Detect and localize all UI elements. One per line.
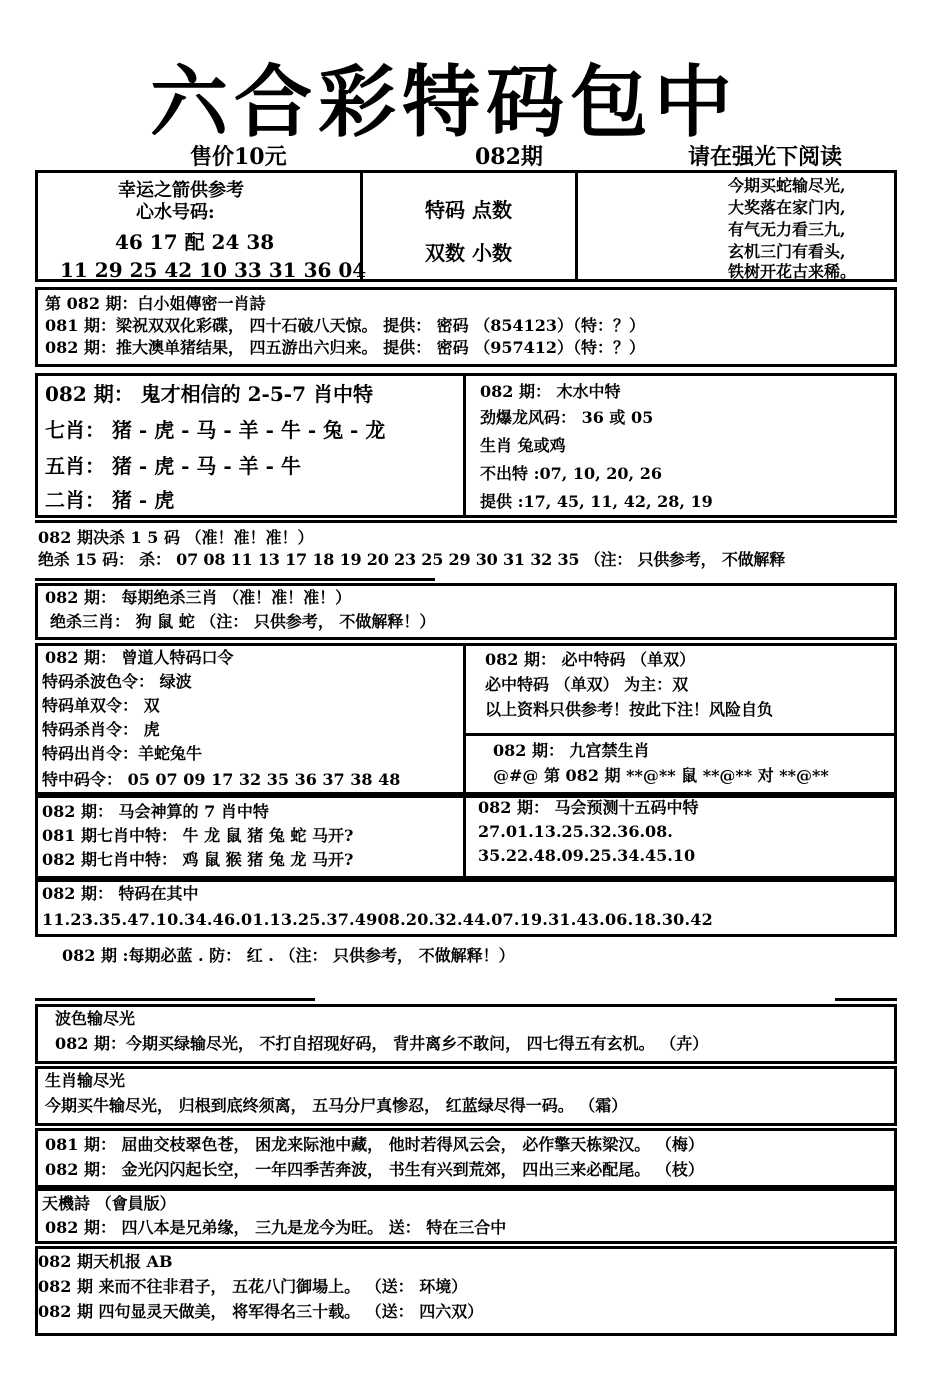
wave-color-title: 波色输尽光 — [55, 1009, 136, 1028]
zeng-title: 082 期： 曾道人特码口令 — [45, 648, 234, 667]
verse-081: 081 期： 屈曲交枝翠色苍， 困龙来际池中藏， 他时若得风云会， 必作擎天栋梁汉。 （梅） — [45, 1135, 704, 1154]
horse-fifteen-title: 082 期： 马会预测十五码中特 — [478, 798, 699, 817]
nine-palace-title: 082 期： 九宫禁生肖 — [493, 741, 650, 760]
not-out-numbers: 不出特 :07, 10, 20, 26 — [480, 464, 662, 483]
heaven-ab-title: 082 期天机报 AB — [38, 1252, 173, 1271]
zeng-parity: 特码单双令： 双 — [42, 696, 160, 715]
white-lady-082: 082 期：推大澳单猪结果， 四五游出六归来。 提供： 密码 （957412）（特：？） — [45, 338, 646, 357]
poem-line-5: 铁树开花古来稀。 — [728, 262, 857, 281]
horse-seven-title: 082 期： 马会神算的 7 肖中特 — [42, 802, 269, 821]
zeng-kill-zodiac: 特码杀肖令： 虎 — [42, 720, 160, 739]
kill-three-zodiac: 绝杀三肖： 狗 鼠 蛇 （注： 只供参考， 不做解释！） — [50, 612, 436, 631]
heaven-ab-line-2: 082 期 四句显灵天做美， 将军得名三十载。 （送： 四六双） — [38, 1302, 484, 1321]
horse-fifteen-line-2: 35.22.48.09.25.34.45.10 — [478, 846, 696, 865]
zodiac-lose-poem: 今期买牛输尽光， 归根到底终须离， 五马分尸真惨忍， 红蓝绿尽得一码。 （霜） — [45, 1096, 628, 1115]
kill15-numbers: 绝杀 15 码： 杀： 07 08 11 13 17 18 19 20 23 25 29 30 31 32 35 （注： 只供参考， 不做解释 — [38, 550, 786, 569]
white-lady-title: 第 082 期：白小姐傳密一肖詩 — [45, 294, 266, 313]
must-title: 082 期： 必中特码 （单双） — [485, 650, 696, 669]
must-parity: 必中特码 （单双） 为主：双 — [485, 675, 689, 694]
nine-palace-code: @#@ 第 082 期 **@** 鼠 **@** 对 **@** — [493, 766, 829, 785]
issue-label: 082期 — [475, 144, 543, 170]
257-title: 082 期： 鬼才相信的 2-5-7 肖中特 — [45, 382, 373, 406]
kill-three-title: 082 期： 每期绝杀三肖 （准！准！准！） — [45, 588, 352, 607]
zeng-out-zodiac: 特码出肖令：羊蛇兔牛 — [42, 744, 203, 763]
seven-zodiac: 七肖： 猪 - 虎 - 马 - 羊 - 牛 - 兔 - 龙 — [45, 418, 386, 442]
five-zodiac: 五肖： 猪 - 虎 - 马 - 羊 - 牛 — [45, 454, 301, 478]
zeng-color: 特码杀波色令： 绿波 — [42, 672, 192, 691]
must-disclaimer: 以上资料只供参考！按此下注！风险自负 — [485, 700, 774, 719]
poem-line-2: 大奖落在家门内, — [728, 198, 846, 217]
page-title: 六合彩特码包中 — [150, 57, 739, 148]
poem-line-3: 有气无力看三九, — [728, 220, 846, 239]
reading-note: 请在强光下阅读 — [688, 144, 843, 170]
heaven-poem-title: 天機詩 （會員版） — [42, 1194, 176, 1213]
dragon-wind-code: 劲爆龙风码： 36 或 05 — [480, 408, 654, 427]
wave-color-poem: 082 期：今期买绿输尽光， 不打自招现好码， 背井离乡不敢问， 四七得五有玄机。 （卉） — [55, 1034, 709, 1053]
blue-color-pick: 082 期 :每期必蓝 . 防： 红 . （注： 只供参考， 不做解释！） — [62, 946, 515, 965]
lucky-numbers: 11 29 25 42 10 33 31 36 04 — [60, 258, 367, 282]
in-it-title: 082 期： 特码在其中 — [42, 884, 199, 903]
white-lady-081: 081 期：梁祝双双化彩碟， 四十石破八天惊。 提供： 密码 （854123）（特：？） — [45, 316, 646, 335]
horse-seven-082: 082 期七肖中特： 鸡 鼠 猴 猪 兔 龙 马开? — [42, 850, 354, 869]
two-zodiac: 二肖： 猪 - 虎 — [45, 488, 175, 512]
lucky-pair: 46 17 配 24 38 — [115, 230, 275, 254]
wood-water-title: 082 期： 木水中特 — [480, 382, 621, 401]
heaven-ab-line-1: 082 期 来而不往非君子， 五花八门御場上。 （送： 环境） — [38, 1277, 468, 1296]
horse-fifteen-line-1: 27.01.13.25.32.36.08. — [478, 822, 673, 841]
verse-082: 082 期： 金光闪闪起长空， 一年四季苦奔波， 书生有兴到荒郊， 四出三来必配尾。 （枝） — [45, 1160, 704, 1179]
zeng-numbers: 特中码令： 05 07 09 17 32 35 36 37 38 48 — [42, 770, 401, 789]
tema-parity: 双数 小数 — [425, 241, 512, 265]
lucky-title: 幸运之箭供参考 — [118, 180, 244, 201]
zodiac-pick: 生肖 兔或鸡 — [480, 436, 566, 455]
lucky-subtitle: 心水号码: — [136, 202, 215, 223]
heaven-poem-line: 082 期： 四八本是兄弟缘， 三九是龙今为旺。 送： 特在三合中 — [45, 1218, 507, 1237]
poem-line-4: 玄机三门有看头, — [728, 242, 846, 261]
horse-seven-081: 081 期七肖中特： 牛 龙 鼠 猪 兔 蛇 马开? — [42, 826, 354, 845]
poem-line-1: 今期买蛇输尽光, — [728, 176, 846, 195]
provided-numbers: 提供 :17, 45, 11, 42, 28, 19 — [480, 492, 713, 511]
kill15-title: 082 期决杀 1 5 码 （准！准！准！） — [38, 528, 314, 547]
tema-points: 特码 点数 — [425, 198, 512, 222]
price-label: 售价10元 — [190, 144, 287, 170]
in-it-numbers: 11.23.35.47.10.34.46.01.13.25.37.4908.20.32.44.07.19.31.43.06.18.30.42 — [42, 910, 713, 929]
zodiac-lose-title: 生肖输尽光 — [45, 1071, 126, 1090]
